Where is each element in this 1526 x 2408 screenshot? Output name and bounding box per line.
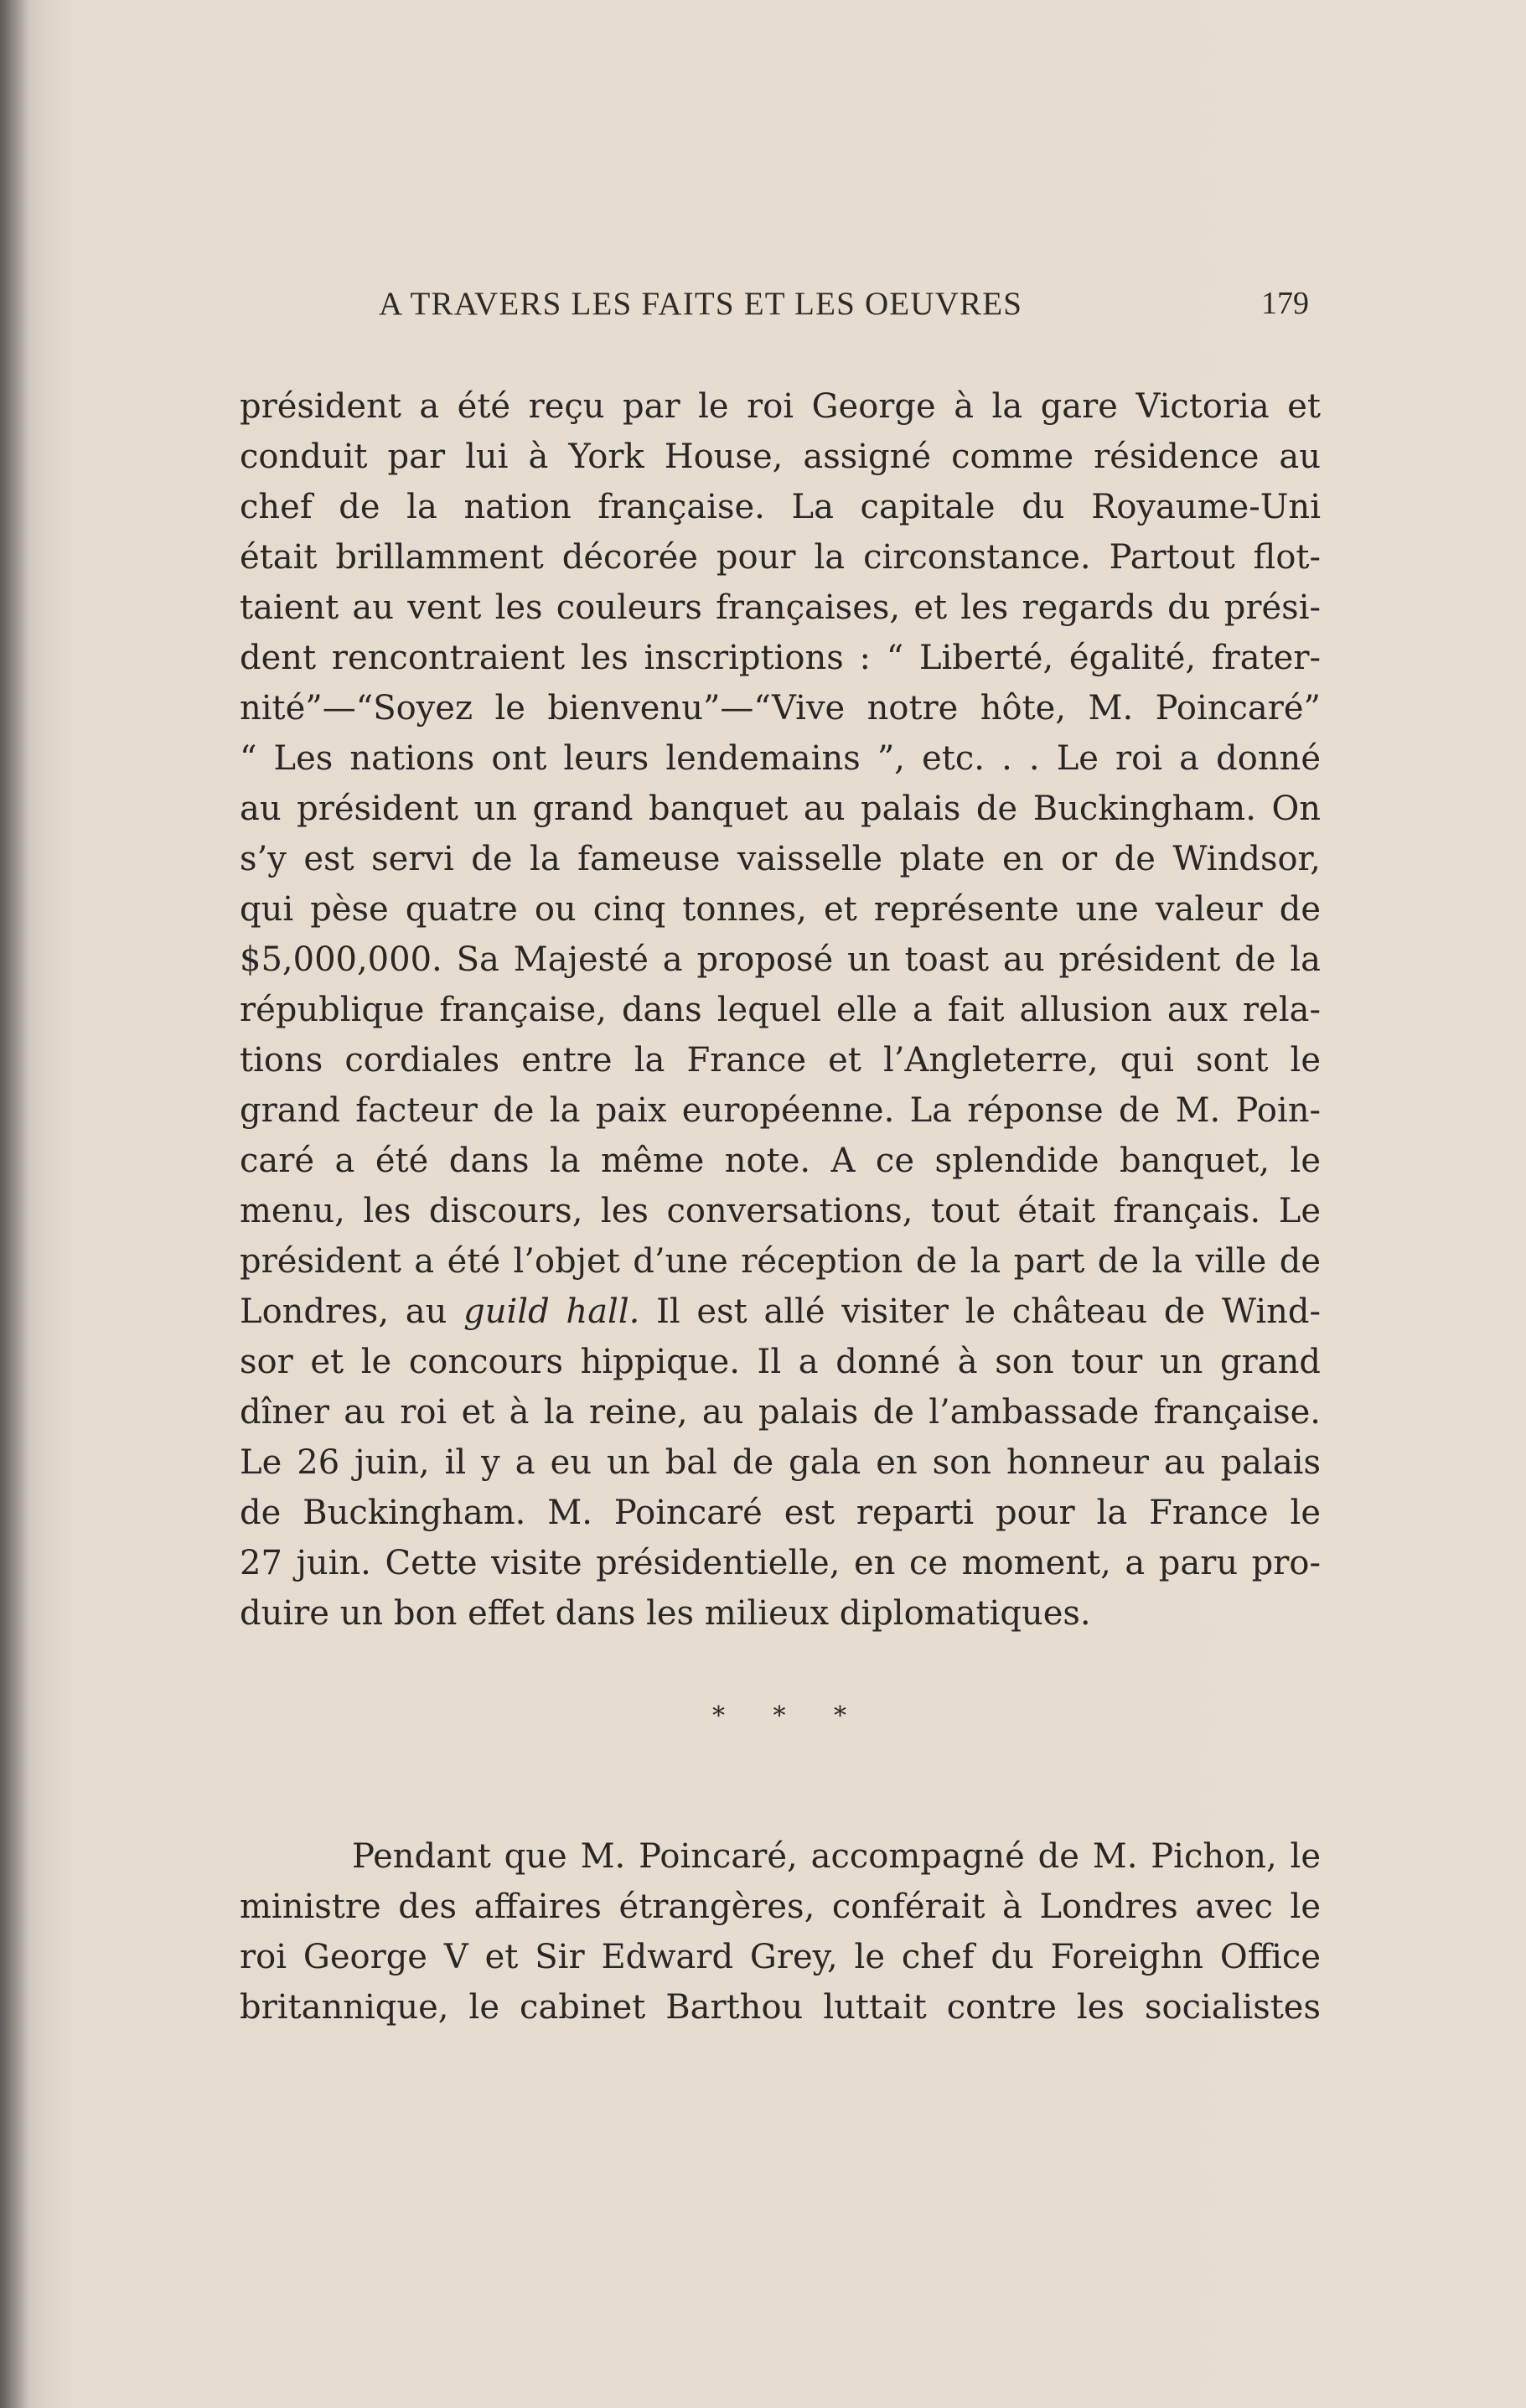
text-line: caré a été dans la même note. A ce splendide banquet, le [240, 1142, 1321, 1180]
text-line: tions cordiales entre la France et l’Angleterre, qui sont le [240, 1041, 1321, 1080]
asterisk: * [773, 1701, 786, 1731]
text-line: s’y est servi de la fameuse vaisselle plate en or de Windsor, [240, 840, 1321, 878]
asterisk: * [834, 1701, 846, 1731]
text-segment: Londres, au [240, 1292, 464, 1331]
text-line: duire un bon effet dans les milieux diplomatiques. [240, 1594, 1091, 1633]
section-separator [712, 1701, 846, 1731]
text-line: chef de la nation française. La capitale du Royaume-Uni [240, 488, 1321, 526]
text-line: au président un grand banquet au palais de Buckingham. On [240, 790, 1321, 828]
spine-shadow [0, 0, 30, 2408]
asterisk: * [712, 1701, 725, 1731]
text-line: 27 juin. Cette visite présidentielle, en ce moment, a paru pro- [240, 1544, 1321, 1582]
text-line: président a été reçu par le roi George à la gare Victoria et [240, 387, 1321, 426]
text-line: taient au vent les couleurs françaises, et les regards du prési- [240, 588, 1321, 627]
text-line: sor et le concours hippique. Il a donné à son tour un grand [240, 1343, 1321, 1381]
text-line: ministre des affaires étrangères, conférait à Londres avec le [240, 1888, 1321, 1926]
text-line: de Buckingham. M. Poincaré est reparti pour la France le [240, 1494, 1321, 1532]
text-line: Le 26 juin, il y a eu un bal de gala en son honneur au palais [240, 1443, 1321, 1482]
text-line: roi George V et Sir Edward Grey, le chef du Foreighn Office [240, 1938, 1321, 1976]
text-line: “ Les nations ont leurs lendemains ”, etc. . . Le roi a donné [240, 739, 1321, 778]
text-line: était brillamment décorée pour la circonstance. Partout flot- [240, 538, 1321, 577]
paragraph-2 [240, 1831, 1321, 2033]
page-number: 179 [1261, 286, 1309, 321]
italic-guild-hall: guild hall. [463, 1292, 640, 1331]
running-title: A TRAVERS LES FAITS ET LES OEUVRES [379, 286, 1023, 322]
running-head [379, 285, 1309, 327]
text-line: président a été l’objet d’une réception de la part de la ville de [240, 1242, 1321, 1281]
text-line: république française, dans lequel elle a fait allusion aux rela- [240, 991, 1321, 1029]
text-line: britannique, le cabinet Barthou luttait contre les socialistes [240, 1988, 1321, 2027]
text-line: conduit par lui à York House, assigné comme résidence au [240, 438, 1321, 476]
text-line: Pendant que M. Poincaré, accompagné de M. Pichon, le [352, 1837, 1321, 1876]
text-line: nité”—“Soyez le bienvenu”—“Vive notre hôte, M. Poincaré” [240, 689, 1321, 728]
text-line: menu, les discours, les conversations, tout était français. Le [240, 1192, 1321, 1230]
text-line: qui pèse quatre ou cinq tonnes, et représente une valeur de [240, 890, 1321, 929]
text-line-guild-hall [240, 1287, 1321, 1337]
text-line: $5,000,000. Sa Majesté a proposé un toast au président de la [240, 940, 1321, 979]
paragraph-1 [240, 381, 1321, 1639]
text-segment: Il est allé visiter le château de Wind- [639, 1292, 1322, 1331]
text-line: dîner au roi et à la reine, au palais de l’ambassade française. [240, 1393, 1321, 1432]
text-line: dent rencontraient les inscriptions : “ Liberté, égalité, frater- [240, 639, 1321, 677]
text-line: grand facteur de la paix européenne. La réponse de M. Poin- [240, 1091, 1321, 1130]
